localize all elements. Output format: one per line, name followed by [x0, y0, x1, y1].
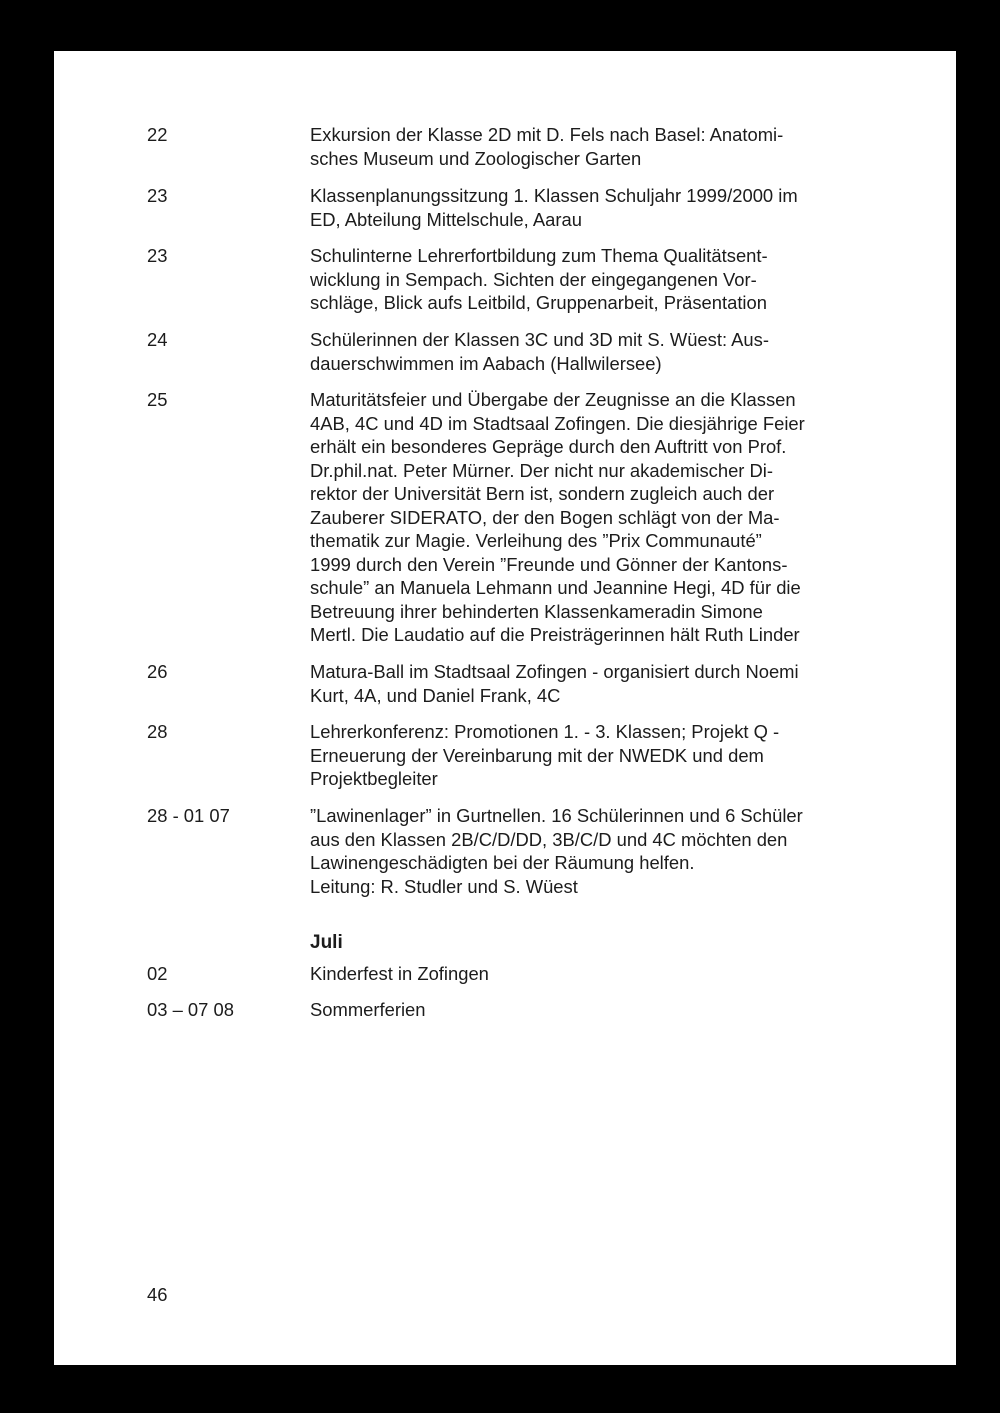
- entry-line: Lawinengeschädigten bei der Räumung helfen.: [310, 852, 695, 873]
- entry-date: 25: [147, 389, 168, 410]
- entry-line: schule” an Manuela Lehmann und Jeannine Hegi, 4D für die: [310, 577, 801, 598]
- entry-line: Matura-Ball im Stadtsaal Zofingen - organisiert durch Noemi: [310, 661, 799, 682]
- entry-date: 24: [147, 329, 168, 350]
- entry-text: [310, 720, 843, 791]
- entry-line: dauerschwimmen im Aabach (Hallwilersee): [310, 352, 662, 374]
- entry-line: sches Museum und Zoologischer Garten: [310, 147, 642, 169]
- entry-text: [310, 660, 843, 707]
- entry-date: 02: [147, 963, 168, 984]
- entry-line: Schülerinnen der Klassen 3C und 3D mit S. Wüest: Aus-: [310, 329, 769, 350]
- entry-line: aus den Klassen 2B/C/D/DD, 3B/C/D und 4C möchten den: [310, 828, 788, 850]
- entry-line: Kurt, 4A, und Daniel Frank, 4C: [310, 684, 561, 706]
- entry-line: Lehrerkonferenz: Promotionen 1. - 3. Klassen; Projekt Q -: [310, 721, 780, 742]
- entry-line: erhält ein besonderes Gepräge durch den Auftritt von Prof.: [310, 436, 787, 457]
- entry-line: Projektbegleiter: [310, 768, 438, 789]
- month-heading: Juli: [310, 932, 343, 953]
- entry-line: Mertl. Die Laudatio auf die Preisträgerinnen hält Ruth Linder: [310, 624, 800, 645]
- entry-text: [310, 388, 843, 647]
- entry-line: 1999 durch den Verein ”Freunde und Gönner der Kantons-: [310, 553, 788, 575]
- entry-date: 26: [147, 661, 168, 682]
- entry-line: schläge, Blick aufs Leitbild, Gruppenarbeit, Präsentation: [310, 292, 767, 313]
- entry-date: 23: [147, 185, 168, 206]
- entry-line: Betreuung ihrer behinderten Klassenkameradin Simone: [310, 600, 763, 622]
- entry-line: ED, Abteilung Mittelschule, Aarau: [310, 208, 582, 230]
- entry-line: Leitung: R. Studler und S. Wüest: [310, 875, 578, 897]
- entry-text: [310, 328, 843, 375]
- entry-date: 23: [147, 245, 168, 266]
- entry-line: Exkursion der Klasse 2D mit D. Fels nach Basel: Anatomi-: [310, 124, 784, 145]
- entry-line: Erneuerung der Vereinbarung mit der NWEDK und dem: [310, 744, 764, 766]
- entry-text: [310, 184, 843, 231]
- page-number: 46: [147, 1284, 168, 1305]
- entry-text: [310, 804, 843, 898]
- entry-date: 28 - 01 07: [147, 805, 230, 826]
- entry-text: [310, 962, 843, 986]
- entry-text: [310, 123, 843, 170]
- entry-line: Dr.phil.nat. Peter Mürner. Der nicht nur akademischer Di-: [310, 459, 774, 481]
- entry-line: Kinderfest in Zofingen: [310, 963, 489, 984]
- entry-date: 03 – 07 08: [147, 999, 234, 1020]
- entry-line: Klassenplanungssitzung 1. Klassen Schuljahr 1999/2000 im: [310, 185, 798, 206]
- entry-line: rektor der Universität Bern ist, sondern zugleich auch der: [310, 483, 775, 504]
- entry-text: [310, 998, 843, 1022]
- entry-line: Maturitätsfeier und Übergabe der Zeugnisse an die Klassen: [310, 389, 796, 410]
- entry-line: Schulinterne Lehrerfortbildung zum Thema Qualitätsent-: [310, 245, 768, 266]
- entry-date: 28: [147, 721, 168, 742]
- entry-line: thematik zur Magie. Verleihung des ”Prix Communauté”: [310, 530, 762, 551]
- entry-line: Sommerferien: [310, 999, 426, 1020]
- entry-line: ”Lawinenlager” in Gurtnellen. 16 Schülerinnen und 6 Schüler: [310, 805, 803, 826]
- entry-date: 22: [147, 124, 168, 145]
- document-page: [54, 51, 956, 1365]
- entry-line: Zauberer SIDERATO, der den Bogen schlägt von der Ma-: [310, 506, 780, 528]
- entry-line: wicklung in Sempach. Sichten der eingegangenen Vor-: [310, 268, 757, 290]
- entry-text: [310, 244, 843, 315]
- entry-line: 4AB, 4C und 4D im Stadtsaal Zofingen. Die diesjährige Feier: [310, 412, 805, 434]
